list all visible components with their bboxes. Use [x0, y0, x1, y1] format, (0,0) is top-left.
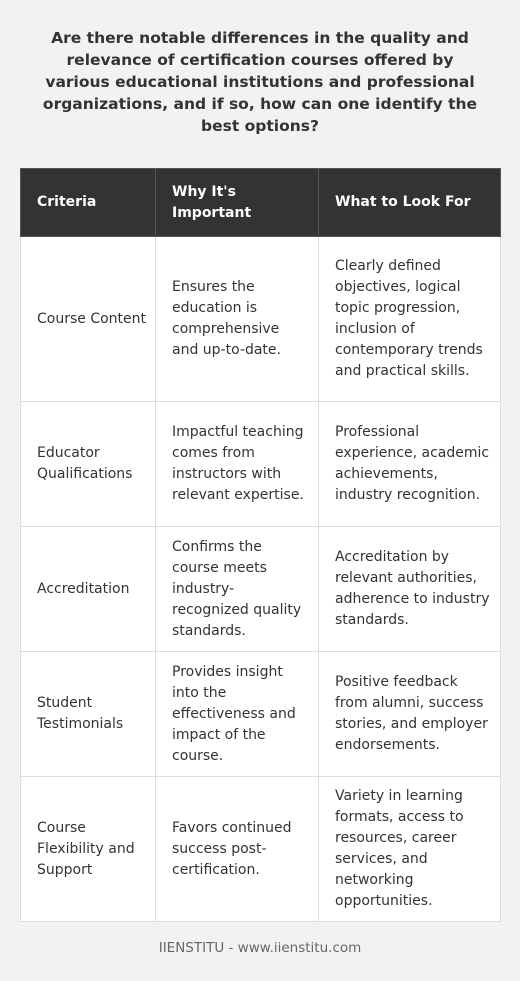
- table-header-row: [21, 169, 501, 237]
- cell-look-for: Clearly defined objectives, logical topic progression, inclusion of contemporary trends and practical skills.: [319, 237, 501, 402]
- cell-look-for: Variety in learning formats, access to resources, career services, and networking opportunities.: [319, 777, 501, 922]
- table-row: [21, 237, 501, 402]
- cell-why: Confirms the course meets industry-recognized quality standards.: [156, 527, 319, 652]
- header-why-important: Why It's Important: [156, 169, 319, 237]
- cell-look-for: Accreditation by relevant authorities, adherence to industry standards.: [319, 527, 501, 652]
- cell-why: Impactful teaching comes from instructors with relevant expertise.: [156, 402, 319, 527]
- cell-look-for: Positive feedback from alumni, success stories, and employer endorsements.: [319, 652, 501, 777]
- table-row: [21, 777, 501, 922]
- cell-why: Ensures the education is comprehensive and up-to-date.: [156, 237, 319, 402]
- cell-criteria: Course Flexibility and Support: [21, 777, 156, 922]
- footer-credit: IIENSTITU - www.iienstitu.com: [158, 940, 362, 956]
- cell-look-for: Professional experience, academic achievements, industry recognition.: [319, 402, 501, 527]
- cell-why: Favors continued success post-certification.: [156, 777, 319, 922]
- cell-criteria: Course Content: [21, 237, 156, 402]
- header-criteria: Criteria: [21, 169, 156, 237]
- criteria-table: [20, 168, 501, 922]
- table-row: [21, 402, 501, 527]
- cell-criteria: Student Testimonials: [21, 652, 156, 777]
- cell-criteria: Accreditation: [21, 527, 156, 652]
- cell-criteria: Educator Qualifications: [21, 402, 156, 527]
- table-row: [21, 652, 501, 777]
- table-row: [21, 527, 501, 652]
- page-title: Are there notable differences in the quality and relevance of certification courses offered by various educational institutions and professional organizations, and if so, how can one identify the best options?: [42, 29, 478, 135]
- header-what-to-look-for: What to Look For: [319, 169, 501, 237]
- cell-why: Provides insight into the effectiveness and impact of the course.: [156, 652, 319, 777]
